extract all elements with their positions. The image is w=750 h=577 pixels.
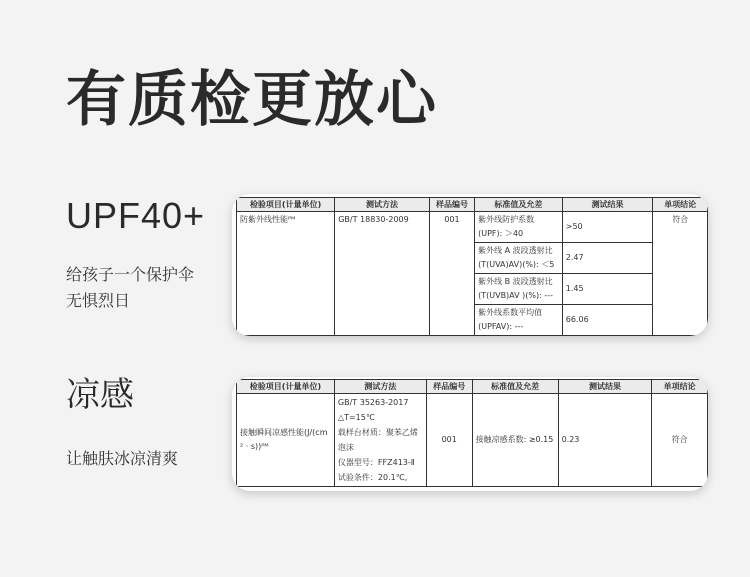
cell-standard: 紫外线 B 波段透射比 (T(UVB)AV )(%): --- bbox=[475, 274, 563, 305]
cell-item: 防紫外线性能ᴾᴹ bbox=[237, 212, 335, 336]
header-conclusion: 单项结论 bbox=[653, 198, 708, 212]
cell-standard: 紫外线系数平均值 (UPFAV): --- bbox=[475, 305, 563, 336]
cell-item: 接触瞬间凉感性能(J/(cm ² · s))ᴾᴹ bbox=[237, 394, 335, 487]
cell-conclusion: 符合 bbox=[653, 212, 708, 336]
header-method: 测试方法 bbox=[335, 198, 430, 212]
upf-report-table bbox=[236, 197, 708, 336]
feature-desc-line: 让触肤冰凉清爽 bbox=[66, 449, 179, 468]
feature-desc-cooling bbox=[66, 446, 178, 472]
cell-result: 2.47 bbox=[562, 243, 653, 274]
cooling-report-table bbox=[236, 379, 708, 487]
feature-desc-line: 无惧烈日 bbox=[66, 291, 131, 310]
upf-report-card bbox=[232, 194, 708, 336]
header-item: 检验项目(计量单位) bbox=[237, 198, 335, 212]
cell-conclusion: 符合 bbox=[652, 394, 708, 487]
header-result: 测试结果 bbox=[562, 198, 653, 212]
feature-title-cooling: 凉感 bbox=[66, 375, 134, 415]
table-header-row bbox=[237, 380, 708, 394]
table-row bbox=[237, 212, 708, 243]
cell-standard: 紫外线防护系数 (UPF): ＞40 bbox=[475, 212, 563, 243]
cell-result: 1.45 bbox=[562, 274, 653, 305]
table-header-row bbox=[237, 198, 708, 212]
page-headline: 有质检更放心 bbox=[66, 65, 438, 135]
header-method: 测试方法 bbox=[334, 380, 426, 394]
feature-title-upf: UPF40+ bbox=[66, 195, 206, 236]
header-sample: 样品编号 bbox=[426, 380, 472, 394]
feature-desc-line: 给孩子一个保护伞 bbox=[66, 265, 195, 284]
cell-sample: 001 bbox=[429, 212, 474, 336]
cell-result: 0.23 bbox=[558, 394, 652, 487]
header-result: 测试结果 bbox=[558, 380, 652, 394]
cooling-report-card bbox=[232, 377, 708, 491]
feature-desc-upf bbox=[66, 262, 194, 314]
header-sample: 样品编号 bbox=[429, 198, 474, 212]
cell-standard: 紫外线 A 波段透射比 (T(UVA)AV)(%): ＜5 bbox=[475, 243, 563, 274]
cell-method: GB/T 35263-2017 △T=15℃ 载样台材质：聚苯乙烯 泡沫 仪器型号：FFZ413-Ⅱ 试验条件：20.1℃, bbox=[334, 394, 426, 487]
cell-result: >50 bbox=[562, 212, 653, 243]
cell-standard: 接触凉感系数: ≥0.15 bbox=[472, 394, 558, 487]
header-conclusion: 单项结论 bbox=[652, 380, 708, 394]
cell-result: 66.06 bbox=[562, 305, 653, 336]
header-standard: 标准值及允差 bbox=[475, 198, 563, 212]
cell-sample: 001 bbox=[426, 394, 472, 487]
header-item: 检验项目(计量单位) bbox=[237, 380, 335, 394]
header-standard: 标准值及允差 bbox=[472, 380, 558, 394]
table-row bbox=[237, 394, 708, 487]
cell-method: GB/T 18830-2009 bbox=[335, 212, 430, 336]
